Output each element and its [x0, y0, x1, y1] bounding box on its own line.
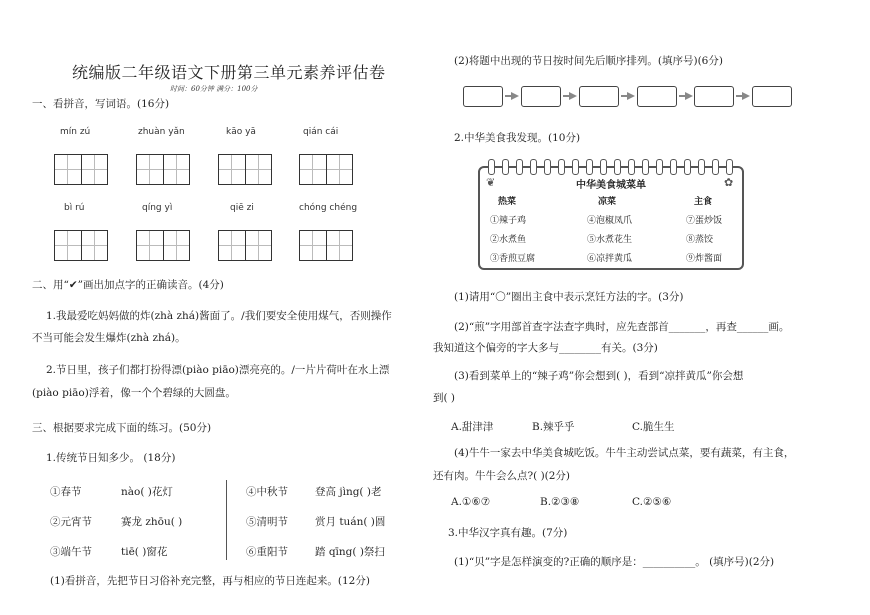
binder-ring: [628, 159, 635, 175]
question-text: (1)看拼音，先把节日习俗补充完整，再与相应的节日连起来。(12分): [50, 575, 370, 587]
binder-ring: [698, 159, 705, 175]
pinyin-label: chóng chéng: [299, 203, 358, 213]
section-1-heading: 一、看拼音，写词语。(16分): [32, 98, 170, 110]
festival-custom[interactable]: 踏 qīng( )祭扫: [315, 546, 385, 558]
binder-ring: [530, 159, 537, 175]
menu-item: ①辣子鸡: [490, 216, 527, 226]
question-text: (2)将题中出现的节日按时间先后顺序排列。(填序号)(6分): [454, 55, 723, 67]
section-2-heading: 二、用“✔”画出加点字的正确读音。(4分): [32, 279, 224, 291]
binder-ring: [726, 159, 733, 175]
festival-name: ⑤清明节: [246, 516, 288, 528]
binder-ring: [572, 159, 579, 175]
question-text: (1)“贝”字是怎样演变的?正确的顺序是：__________。 (填序号)(2分): [454, 556, 775, 568]
question-text: 3.中华汉字真有趣。(7分): [448, 527, 568, 539]
binder-ring: [656, 159, 663, 175]
answer-option[interactable]: A.①⑥⑦: [451, 496, 491, 508]
arrow-right-icon: [685, 92, 693, 100]
festival-custom[interactable]: 赏月 tuán( )圆: [315, 516, 386, 528]
menu-column-header: 热菜: [498, 197, 517, 207]
arrow-right-icon: [742, 92, 750, 100]
pinyin-label: qián cái: [303, 127, 339, 137]
festival-custom[interactable]: tiē( )窗花: [121, 546, 168, 558]
divider-line: [226, 480, 227, 560]
festival-name: ①春节: [50, 486, 82, 498]
arrow-right-icon: [627, 92, 635, 100]
binder-ring: [558, 159, 565, 175]
question-text: (1)请用“〇”圈出主食中表示烹饪方法的字。(3分): [454, 291, 684, 303]
writing-grid[interactable]: [54, 154, 108, 185]
binder-ring: [712, 159, 719, 175]
binder-ring: [670, 159, 677, 175]
binder-ring: [642, 159, 649, 175]
menu-item: ②水煮鱼: [490, 235, 527, 245]
binder-ring: [544, 159, 551, 175]
pinyin-label: mín zú: [60, 127, 91, 137]
binder-ring: [586, 159, 593, 175]
arrow-right-icon: [569, 92, 577, 100]
festival-custom[interactable]: 赛龙 zhōu( ): [121, 516, 183, 528]
menu-card: [478, 166, 744, 270]
sequence-box[interactable]: [579, 86, 619, 107]
menu-title: 中华美食城菜单: [576, 180, 646, 191]
festival-name: ⑥重阳节: [246, 546, 288, 558]
menu-item: ④泡椒凤爪: [587, 216, 633, 226]
arrow-right-icon: [511, 92, 519, 100]
leaf-doodle-icon: ❦: [486, 176, 496, 189]
writing-grid[interactable]: [136, 230, 190, 261]
pinyin-label: bì rú: [64, 203, 85, 213]
question-text: 2.节日里，孩子们都打扮得漂(piào piāo)漂亮亮的。/一片片荷叶在水上漂: [46, 364, 390, 376]
menu-item: ⑦蛋炒饭: [686, 216, 723, 226]
binder-ring: [488, 159, 495, 175]
writing-grid[interactable]: [218, 154, 272, 185]
answer-option[interactable]: C.②⑤⑥: [632, 496, 672, 508]
flower-doodle-icon: ✿: [724, 176, 734, 189]
sequence-box[interactable]: [521, 86, 561, 107]
section-3-heading: 三、根据要求完成下面的练习。(50分): [32, 422, 212, 434]
question-text: 1.我最爱吃妈妈做的炸(zhà zhá)酱面了。/我们要安全使用煤气，否则操作: [46, 310, 392, 322]
menu-item: ⑨炸酱面: [686, 254, 723, 264]
writing-grid[interactable]: [299, 230, 353, 261]
question-text: 我知道这个偏旁的字大多与________有关。(3分): [433, 342, 658, 354]
question-text: 1.传统节日知多少。 (18分): [46, 452, 176, 464]
question-text: 2.中华美食我发现。(10分): [454, 132, 581, 144]
menu-item: ⑧蒸饺: [686, 235, 714, 245]
festival-name: ②元宵节: [50, 516, 92, 528]
festival-name: ④中秋节: [246, 486, 288, 498]
menu-item: ③香煎豆腐: [490, 254, 536, 264]
pinyin-label: qiē zi: [230, 203, 254, 213]
pinyin-label: qíng yì: [142, 203, 173, 213]
pinyin-label: kāo yā: [226, 127, 256, 137]
answer-option[interactable]: B.②③⑧: [540, 496, 580, 508]
sequence-box[interactable]: [694, 86, 734, 107]
binder-ring: [502, 159, 509, 175]
menu-item: ⑥凉拌黄瓜: [587, 254, 633, 264]
binder-ring: [614, 159, 621, 175]
question-text: 不当可能会发生爆炸(zhà zhá)。: [32, 332, 186, 344]
menu-column-header: 凉菜: [598, 197, 617, 207]
writing-grid[interactable]: [299, 154, 353, 185]
menu-column-header: 主食: [694, 197, 713, 207]
exam-info: 时间：60分钟 满分：100分: [170, 85, 258, 93]
writing-grid[interactable]: [54, 230, 108, 261]
writing-grid[interactable]: [218, 230, 272, 261]
question-text: 还有肉。牛牛会么点?( )(2分): [433, 470, 571, 482]
answer-option[interactable]: B.辣乎乎: [532, 421, 575, 433]
festival-name: ③端午节: [50, 546, 92, 558]
festival-custom[interactable]: 登高 jìng( )老: [315, 486, 382, 498]
page-title: 统编版二年级语文下册第三单元素养评估卷: [72, 63, 386, 82]
answer-option[interactable]: C.脆生生: [632, 421, 675, 433]
answer-option[interactable]: A.甜津津: [451, 421, 494, 433]
binder-ring: [600, 159, 607, 175]
binder-ring: [684, 159, 691, 175]
question-text: (2)“煎”字用部首查字法查字典时，应先查部首_______，再查______画。: [454, 321, 790, 333]
sequence-box[interactable]: [752, 86, 792, 107]
question-text: 到( ): [433, 392, 456, 404]
binder-ring: [516, 159, 523, 175]
pinyin-label: zhuàn yǎn: [138, 127, 185, 137]
sequence-box[interactable]: [463, 86, 503, 107]
sequence-box[interactable]: [637, 86, 677, 107]
question-text: (piào piāo)浮着，像一个个碧绿的大圆盘。: [32, 387, 236, 399]
question-text: (3)看到菜单上的“辣子鸡”你会想到( )，看到“凉拌黄瓜”你会想: [454, 370, 744, 382]
festival-custom[interactable]: nào( )花灯: [121, 486, 173, 498]
question-text: (4)牛牛一家去中华美食城吃饭。牛牛主动尝试点菜，要有蔬菜，有主食，: [454, 447, 795, 459]
menu-item: ⑤水煮花生: [587, 235, 633, 245]
writing-grid[interactable]: [136, 154, 190, 185]
